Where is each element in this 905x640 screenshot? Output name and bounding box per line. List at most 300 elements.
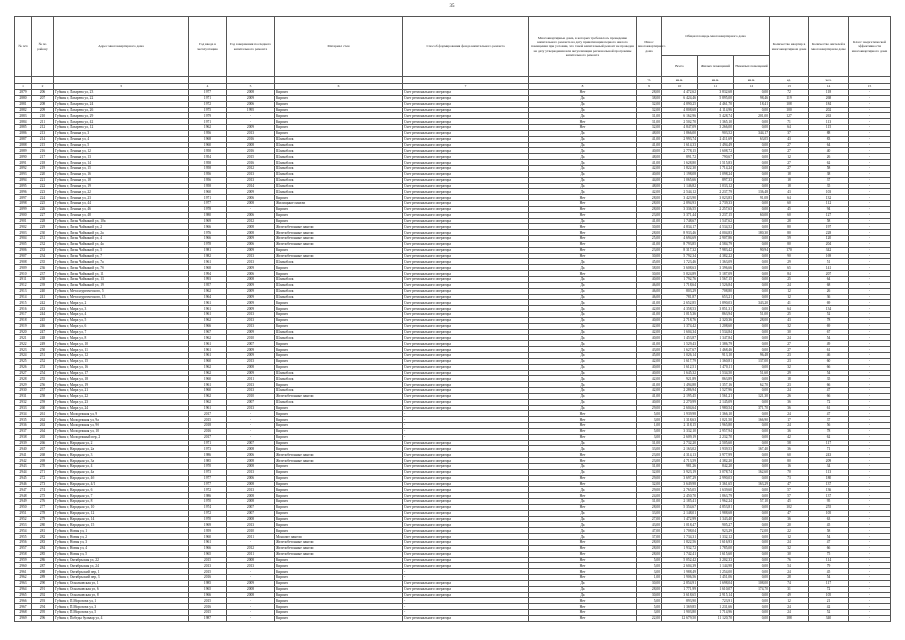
table-cell: Кирпич: [275, 592, 403, 598]
table-cell: -: [849, 382, 891, 388]
table-cell: 0,00: [734, 335, 770, 341]
table-cell: 2 854,91: [662, 580, 698, 586]
table-cell: Да: [529, 393, 637, 399]
table-cell: 2879: [15, 90, 32, 96]
table-cell: 1982: [189, 253, 227, 259]
table-cell: 24: [770, 423, 809, 429]
table-cell: 28,00: [637, 206, 662, 212]
table-cell: 0,00: [734, 282, 770, 288]
table-cell: 0,00: [734, 160, 770, 166]
table-cell: Губкин г, Ленина ул, 14: [54, 160, 189, 166]
header-unit-cell: ед.: [770, 77, 809, 84]
table-cell: 28,00: [637, 545, 662, 551]
table-cell: Нет: [529, 90, 637, 96]
table-cell: 0,00: [734, 288, 770, 294]
header-index-cell: 14: [809, 84, 849, 90]
table-cell: 2898: [15, 201, 32, 207]
table-cell: 40,00: [637, 148, 662, 154]
table-cell: 3 023,83: [698, 195, 734, 201]
table-cell: 2967: [15, 604, 32, 610]
table-cell: 40: [809, 148, 849, 154]
table-cell: Кирпич: [275, 417, 403, 423]
table-cell: Кирпич: [275, 469, 403, 475]
table-cell: -: [849, 206, 891, 212]
header-unit-cell: [189, 77, 227, 84]
table-cell: Нет: [529, 563, 637, 569]
table-cell: 1 468,46: [698, 347, 734, 353]
table-cell: 57,10: [734, 499, 770, 505]
table-cell: Нет: [529, 493, 637, 499]
table-cell: 67: [809, 329, 849, 335]
table-cell: Да: [529, 107, 637, 113]
table-cell: 118: [809, 90, 849, 96]
table-cell: 202: [809, 107, 849, 113]
table-cell: 1966: [189, 592, 227, 598]
table-cell: 5,00: [637, 411, 662, 417]
table-cell: Кирпич: [275, 306, 403, 312]
table-cell: 2939: [15, 440, 32, 446]
table-cell: -: [849, 201, 891, 207]
table-cell: -: [403, 598, 529, 604]
table-cell: 2883: [15, 113, 32, 119]
table-cell: 0,00: [734, 183, 770, 189]
table-cell: 11 120,70: [698, 615, 734, 621]
table-cell: 1960: [189, 388, 227, 394]
table-cell: 162,60: [734, 469, 770, 475]
table-cell: Счет регионального оператора: [403, 481, 529, 487]
table-cell: 2913: [15, 288, 32, 294]
table-cell: 2881: [15, 101, 32, 107]
table-cell: 57: [770, 487, 809, 493]
table-cell: Губкин г, Мира ул, 21: [54, 388, 189, 394]
table-cell: Нет: [529, 475, 637, 481]
table-cell: 1 980,54: [698, 405, 734, 411]
table-cell: Да: [529, 534, 637, 540]
table-cell: 32: [770, 323, 809, 329]
table-cell: 1961: [189, 539, 227, 545]
table-cell: 21: [809, 598, 849, 604]
table-cell: 2009: [227, 282, 275, 288]
table-cell: 344,17: [734, 130, 770, 136]
table-cell: 2965: [15, 592, 32, 598]
table-cell: Да: [529, 95, 637, 101]
table-cell: 2006: [227, 101, 275, 107]
table-cell: 66: [809, 364, 849, 370]
table-cell: Счет регионального оператора: [403, 189, 529, 195]
table-cell: Губкин г, П.Морозова ул, 1: [54, 598, 189, 604]
table-cell: -: [849, 411, 891, 417]
table-cell: 3 977,99: [698, 452, 734, 458]
table-cell: 60: [770, 452, 809, 458]
table-cell: 54: [770, 563, 809, 569]
table-cell: 45: [770, 206, 809, 212]
table-cell: 43: [770, 317, 809, 323]
table-cell: 1 903,80: [662, 610, 698, 616]
table-cell: Шлакоблок: [275, 189, 403, 195]
table-cell: 12: [770, 294, 809, 300]
table-cell: 65: [770, 265, 809, 271]
table-cell: -: [849, 499, 891, 505]
table-cell: Губкин г, Молодежная ул, 9б: [54, 423, 189, 429]
table-cell: Счет регионального оператора: [403, 347, 529, 353]
table-cell: 3 923,19: [662, 469, 698, 475]
table-cell: Счет регионального оператора: [403, 382, 529, 388]
table-cell: 0,00: [734, 271, 770, 277]
table-cell: 40,00: [637, 335, 662, 341]
header-index-cell: 11: [698, 84, 734, 90]
table-cell: 44,00: [637, 177, 662, 183]
table-cell: 2013: [227, 317, 275, 323]
table-cell: 23,00: [637, 212, 662, 218]
table-cell: 1 771,99: [662, 586, 698, 592]
table-cell: 284: [32, 545, 54, 551]
table-cell: -: [849, 171, 891, 177]
table-cell: -: [849, 347, 891, 353]
table-cell: 2008: [227, 90, 275, 96]
table-cell: 4 382,22: [698, 253, 734, 259]
table-cell: Губкин г, Ленина ул, 15: [54, 165, 189, 171]
table-cell: 2 957,94: [698, 428, 734, 434]
table-cell: 1 939,53: [698, 446, 734, 452]
table-cell: 75: [809, 551, 849, 557]
table-cell: 2 765,05: [662, 487, 698, 493]
table-cell: 1967: [189, 329, 227, 335]
table-cell: 113: [809, 119, 849, 125]
table-cell: 288: [32, 569, 54, 575]
table-cell: 1 534,50: [698, 370, 734, 376]
table-cell: 238: [32, 277, 54, 283]
table-cell: 2931: [15, 393, 32, 399]
table-cell: Губкин г, Мира ул, 8: [54, 335, 189, 341]
table-cell: -: [849, 580, 891, 586]
table-cell: 64: [809, 277, 849, 283]
table-cell: Счет регионального оператора: [403, 545, 529, 551]
table-cell: 37: [809, 177, 849, 183]
table-cell: Счет регионального оператора: [403, 335, 529, 341]
table-cell: 41,00: [637, 136, 662, 142]
table-cell: 28,00: [734, 317, 770, 323]
table-cell: 0,00: [734, 154, 770, 160]
table-cell: 1 534,84: [698, 329, 734, 335]
table-cell: 1956: [189, 177, 227, 183]
table-cell: 1966: [189, 323, 227, 329]
table-cell: 223: [32, 189, 54, 195]
table-cell: Губкин г, Народная ул, 3а: [54, 458, 189, 464]
table-cell: 51: [809, 259, 849, 265]
table-cell: 45: [809, 522, 849, 528]
table-cell: 254: [32, 370, 54, 376]
table-cell: 36: [770, 399, 809, 405]
table-cell: Губкин г, Металлургического, 13: [54, 294, 189, 300]
table-cell: 1 645,32: [662, 370, 698, 376]
table-cell: 0,00: [734, 493, 770, 499]
table-body: [15, 90, 891, 622]
table-cell: 2018: [189, 423, 227, 429]
table-cell: 24,00: [637, 493, 662, 499]
table-cell: 2 778,15: [662, 148, 698, 154]
table-cell: 2013: [227, 130, 275, 136]
table-cell: Шлакоблок: [275, 388, 403, 394]
table-cell: 281: [32, 528, 54, 534]
table-cell: Шлакоблок: [275, 399, 403, 405]
table-cell: 1 527,96: [698, 388, 734, 394]
table-cell: 12: [770, 534, 809, 540]
table-cell: 1962: [189, 364, 227, 370]
table-cell: 921,89: [662, 376, 698, 382]
table-cell: Нет: [529, 452, 637, 458]
table-cell: -: [227, 113, 275, 119]
table-cell: Нет: [529, 604, 637, 610]
table-cell: 1 470,11: [698, 364, 734, 370]
table-cell: 2 604,39: [662, 563, 698, 569]
table-cell: Нет: [529, 206, 637, 212]
table-cell: Кирпич: [275, 271, 403, 277]
table-cell: Счет регионального оператора: [403, 376, 529, 382]
header-index-cell: 13: [770, 84, 809, 90]
table-cell: 2015: [189, 610, 227, 616]
table-cell: 1959: [189, 528, 227, 534]
table-cell: 2914: [15, 294, 32, 300]
table-cell: Кирпич: [275, 405, 403, 411]
table-cell: Счет регионального оператора: [403, 563, 529, 569]
table-cell: 0,00: [734, 364, 770, 370]
table-cell: 47: [770, 510, 809, 516]
table-cell: 2927: [15, 370, 32, 376]
table-cell: 31,00: [637, 464, 662, 470]
table-cell: 340: [809, 615, 849, 621]
table-cell: Счет регионального оператора: [403, 236, 529, 242]
table-cell: Кирпич: [275, 113, 403, 119]
table-cell: Губкин г, Новая ул, 3: [54, 539, 189, 545]
table-cell: 0,00: [734, 510, 770, 516]
table-cell: Кирпич: [275, 212, 403, 218]
table-cell: Да: [529, 329, 637, 335]
table-cell: 1961: [189, 259, 227, 265]
table-cell: 1 357,16: [698, 382, 734, 388]
table-cell: Да: [529, 586, 637, 592]
table-cell: -: [849, 423, 891, 429]
table-cell: -: [849, 335, 891, 341]
table-cell: -: [849, 224, 891, 230]
table-cell: -: [849, 364, 891, 370]
table-cell: 2008: [227, 586, 275, 592]
table-cell: Да: [529, 341, 637, 347]
table-cell: 76: [770, 557, 809, 563]
table-cell: 0,00: [734, 434, 770, 440]
table-cell: 2013: [227, 358, 275, 364]
table-cell: Губкин г, Мира ул, 15: [54, 358, 189, 364]
table-cell: 2009: [227, 300, 275, 306]
table-cell: 1 748,67: [662, 218, 698, 224]
table-cell: Кирпич: [275, 411, 403, 417]
table-cell: 272: [32, 475, 54, 481]
table-cell: -: [849, 563, 891, 569]
table-cell: 1 567,15: [698, 277, 734, 283]
header-num: № п/п: [15, 17, 32, 77]
table-cell: 141: [809, 265, 849, 271]
table-cell: 2008: [227, 364, 275, 370]
table-cell: 2892: [15, 165, 32, 171]
table-cell: 218: [32, 160, 54, 166]
table-cell: 1958: [189, 160, 227, 166]
table-cell: Да: [529, 440, 637, 446]
table-cell: Губкин г, Мира ул, 5: [54, 317, 189, 323]
table-cell: 54: [809, 370, 849, 376]
table-cell: 2013: [227, 487, 275, 493]
table-cell: 2901: [15, 218, 32, 224]
table-cell: 2 320,36: [698, 317, 734, 323]
table-cell: Да: [529, 487, 637, 493]
header-unit-cell: кв.м.: [698, 77, 734, 84]
table-cell: 2008: [227, 499, 275, 505]
table-cell: 247: [32, 329, 54, 335]
table-cell: 0,00: [734, 119, 770, 125]
table-cell: Кирпич: [275, 312, 403, 318]
table-cell: 1958: [189, 183, 227, 189]
table-cell: Счет регионального оператора: [403, 90, 529, 96]
table-cell: -: [403, 434, 529, 440]
table-cell: 0,00: [734, 347, 770, 353]
table-cell: 2 993,74: [662, 136, 698, 142]
table-cell: 2 718,76: [662, 317, 698, 323]
table-cell: Да: [529, 165, 637, 171]
table-cell: -: [403, 610, 529, 616]
table-cell: 32,00: [637, 107, 662, 113]
table-cell: 1985: [189, 458, 227, 464]
table-cell: 113: [809, 469, 849, 475]
table-cell: Да: [529, 446, 637, 452]
table-cell: 2 604,64: [662, 405, 698, 411]
table-cell: 4 114,96: [698, 107, 734, 113]
table-cell: 52: [809, 610, 849, 616]
table-cell: 1964: [189, 294, 227, 300]
table-cell: 249: [32, 341, 54, 347]
table-cell: 267: [32, 446, 54, 452]
table-cell: 12: [770, 598, 809, 604]
table-cell: Счет регионального оператора: [403, 306, 529, 312]
header-unit-cell: [529, 77, 637, 84]
table-cell: 0,00: [734, 107, 770, 113]
table-cell: -: [849, 288, 891, 294]
table-cell: Да: [529, 160, 637, 166]
table-cell: Кирпич: [275, 247, 403, 253]
table-cell: -: [849, 604, 891, 610]
table-cell: 23,00: [637, 247, 662, 253]
table-cell: Шлакоблок: [275, 183, 403, 189]
table-cell: Губкин г, Мира ул, 2: [54, 300, 189, 306]
table-cell: 2930: [15, 388, 32, 394]
table-cell: 62: [809, 434, 849, 440]
table-cell: 1 708,04: [662, 528, 698, 534]
table-cell: 2 118,15: [662, 423, 698, 429]
table-cell: Счет регионального оператора: [403, 358, 529, 364]
table-cell: 3 332,10: [662, 428, 698, 434]
table-cell: -: [849, 90, 891, 96]
table-cell: 207: [32, 95, 54, 101]
table-cell: Счет регионального оператора: [403, 259, 529, 265]
table-cell: 103: [809, 189, 849, 195]
table-cell: Счет регионального оператора: [403, 352, 529, 358]
table-cell: 41,00: [637, 300, 662, 306]
table-cell: 273: [32, 481, 54, 487]
table-cell: Губкин г, Лизы Чайкиной ул, 5: [54, 247, 189, 253]
table-cell: 47: [809, 388, 849, 394]
table-cell: 60,00: [734, 212, 770, 218]
table-cell: 2 544,12: [662, 189, 698, 195]
table-cell: Да: [529, 464, 637, 470]
table-cell: 269: [32, 458, 54, 464]
table-cell: 2969: [15, 615, 32, 621]
table-cell: Нет: [529, 575, 637, 581]
table-cell: -: [849, 259, 891, 265]
table-cell: Кирпич: [275, 130, 403, 136]
table-cell: 170: [770, 247, 809, 253]
table-cell: 0,00: [734, 516, 770, 522]
table-cell: Счет регионального оператора: [403, 154, 529, 160]
table-cell: 0,00: [734, 592, 770, 598]
table-cell: 0,00: [734, 534, 770, 540]
table-cell: 0,00: [734, 545, 770, 551]
table-cell: 42,00: [637, 388, 662, 394]
table-cell: 5 792,34: [662, 253, 698, 259]
table-cell: Шлакоблок: [275, 177, 403, 183]
table-cell: 2013: [227, 253, 275, 259]
table-cell: 343,20: [734, 300, 770, 306]
table-cell: 371,70: [734, 405, 770, 411]
header-index-cell: 3: [54, 84, 189, 90]
table-cell: 0,00: [734, 428, 770, 434]
table-cell: Губкин г, Лазарева ул, 42: [54, 119, 189, 125]
table-cell: -: [849, 95, 891, 101]
table-cell: 2013: [227, 388, 275, 394]
table-cell: 96,48: [734, 352, 770, 358]
table-cell: 41,00: [637, 382, 662, 388]
table-cell: 5 354,67: [662, 504, 698, 510]
table-cell: Счет регионального оператора: [403, 405, 529, 411]
table-cell: 781,87: [662, 294, 698, 300]
table-cell: -: [849, 341, 891, 347]
header-area-group: Общая площадь многоквартирного дома: [662, 17, 770, 56]
table-cell: 18: [770, 177, 809, 183]
table-cell: Губкин г, Лазарева ул, 29: [54, 113, 189, 119]
table-cell: 2884: [15, 119, 32, 125]
table-cell: -: [849, 557, 891, 563]
table-cell: 26: [809, 288, 849, 294]
table-cell: Счет регионального оператора: [403, 177, 529, 183]
table-cell: 0,00: [734, 388, 770, 394]
table-cell: 1962: [189, 335, 227, 341]
table-cell: 2016: [227, 148, 275, 154]
table-cell: 891,72: [662, 154, 698, 160]
table-cell: 197: [809, 224, 849, 230]
table-cell: 2013: [227, 522, 275, 528]
table-cell: 2 286,94: [662, 388, 698, 394]
table-cell: 22,00: [637, 615, 662, 621]
table-cell: -: [849, 253, 891, 259]
table-cell: 4 004,83: [698, 230, 734, 236]
table-cell: Губкин г, Народная ул, 14: [54, 516, 189, 522]
table-cell: 30,00: [637, 580, 662, 586]
table-cell: 0,00: [734, 598, 770, 604]
table-cell: Кирпич: [275, 504, 403, 510]
table-cell: 63,05: [734, 136, 770, 142]
table-cell: 180: [809, 475, 849, 481]
table-cell: 2008: [227, 458, 275, 464]
table-cell: 28,00: [637, 195, 662, 201]
table-cell: 3 608,63: [662, 265, 698, 271]
table-cell: Счет регионального оператора: [403, 312, 529, 318]
table-cell: 0,00: [734, 539, 770, 545]
